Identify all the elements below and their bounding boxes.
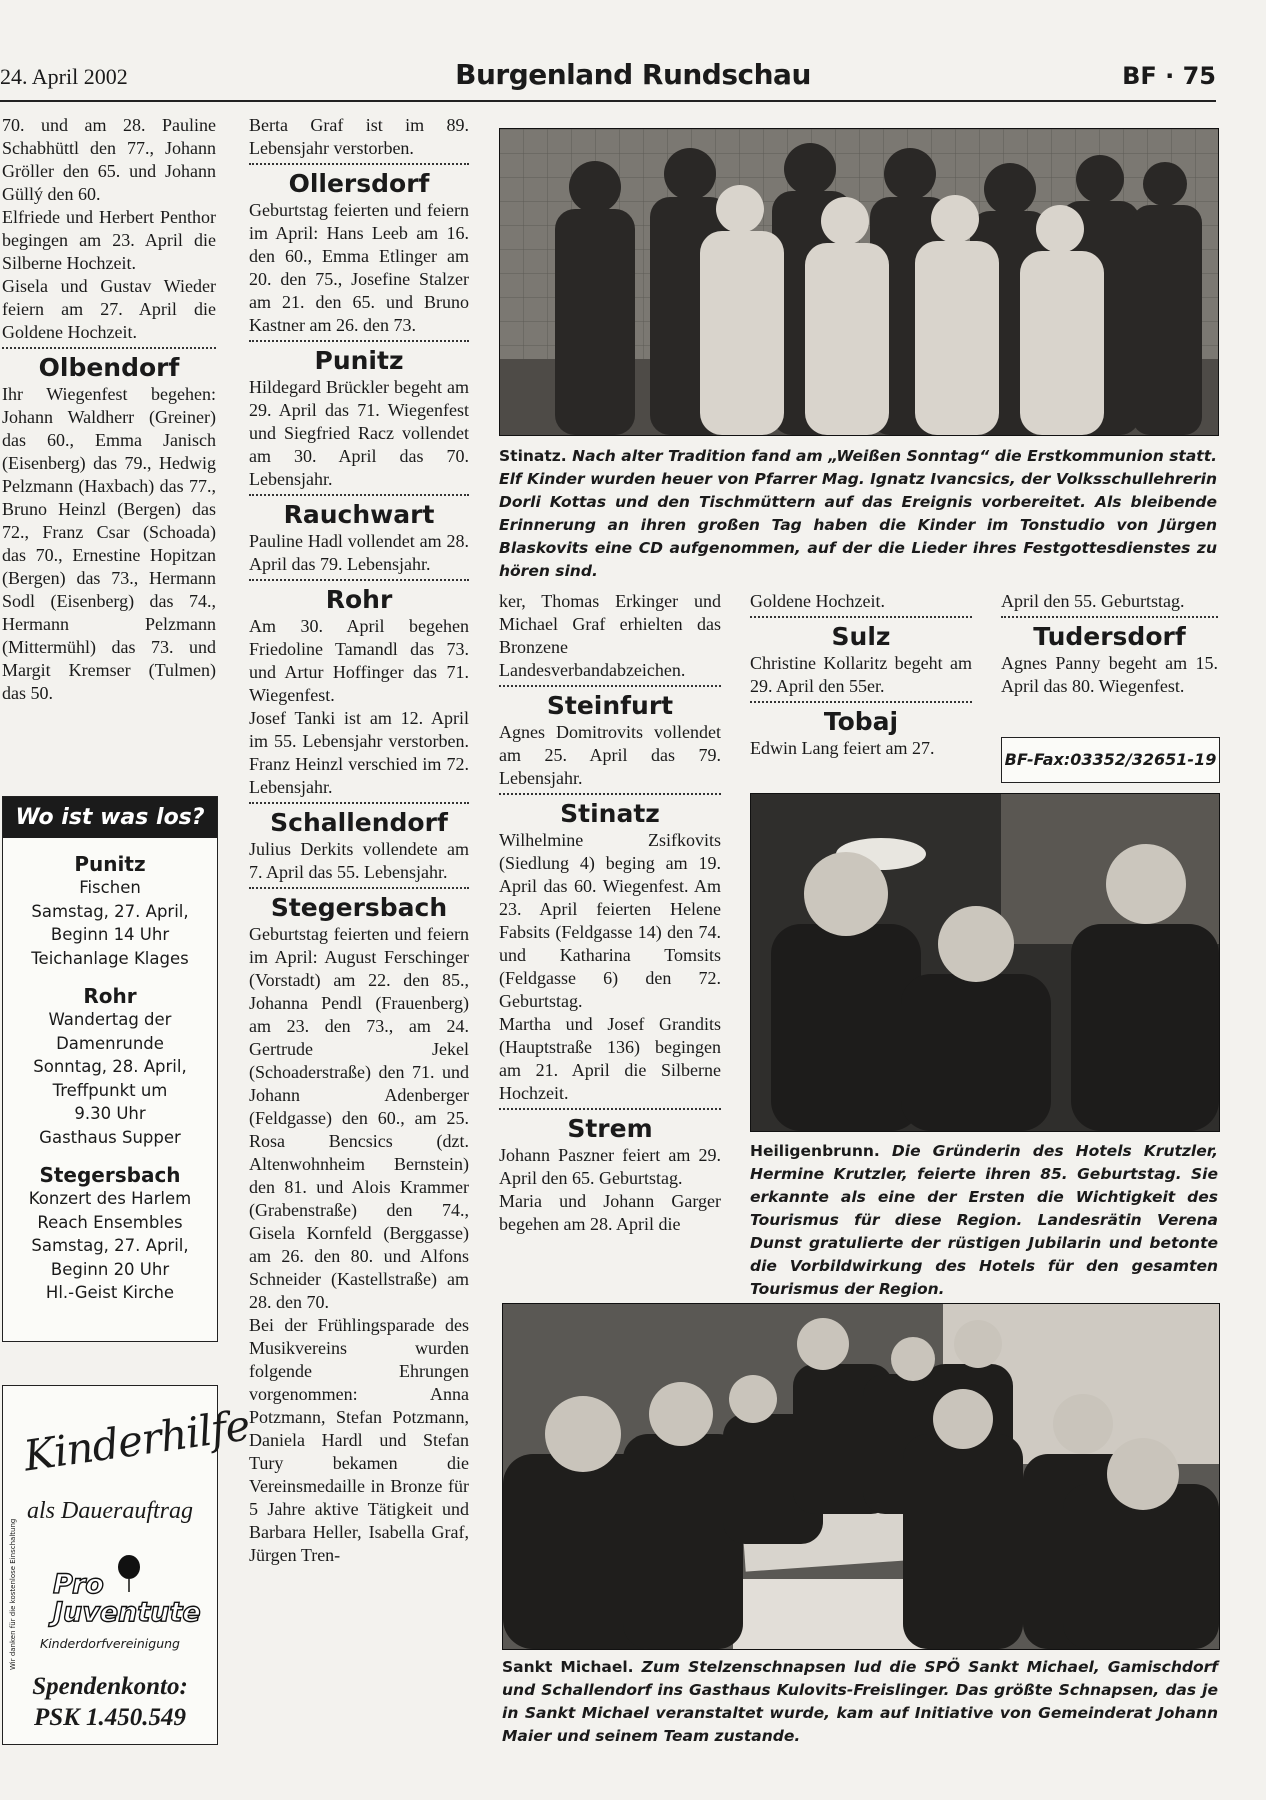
paragraph: Martha und Josef Grandits (Hauptstraße 136) begingen am 21. April die Silberne Hochzeit. [499,1014,721,1103]
ad-account-label: Spendenkonto: [32,1673,188,1700]
ad-account-number: PSK 1.450.549 [33,1704,187,1731]
paragraph: Maria und Johann Garger begehen am 28. April die [499,1191,721,1234]
header-rule [0,100,1216,102]
ad-vertical-note: Wir danken für die kostenlose Einschaltung [9,1518,17,1670]
event-place: Punitz [74,852,146,876]
paragraph: April den 55. Geburtstag. [1001,591,1185,611]
paragraph: Johann Paszner feiert am 29. April den 65. Geburtstag. [499,1145,721,1188]
section-title-rauchwart: Rauchwart [249,494,469,530]
caption-lead: Stinatz. [499,447,567,465]
paragraph: 70. und am 28. Pauline Schabhüttl den 77., Johann Gröller den 65. und Johann Güllý den 60. [2,115,216,204]
page-number: BF · 75 [1122,62,1216,90]
paragraph: Christine Kollaritz begeht am 29. April den 55er. [750,653,972,696]
caption-lead: Heiligenbrunn. [750,1142,880,1160]
caption-text: Die Gründerin des Hotels Krutzler, Hermine Krutzler, feierte ihren 85. Geburtstag. Sie erkannte als eine der Ersten die Wichtigkeit des Tourismus für diese Region. Landesrätin Verena Dunst gratulierte der rüstigen Jubilarin und betonte die Vorbildwirkung des Hotels für den gesamten Tourismus der Region. [750,1142,1218,1298]
event-line: Samstag, 27. April, [31,1236,189,1255]
event-line: Sonntag, 28. April, [33,1057,187,1076]
paragraph: Julius Derkits vollendete am 7. April das 55. Lebensjahr. [249,839,469,882]
photo-heiligenbrunn-image [751,794,1219,1131]
paragraph: Geburtstag feierten und feiern im April: Hans Leeb am 16. den 60., Emma Etlinger am 20. den 75., Josefine Stalzer am 21. den 65. und Bruno Kastner am 26. den 73. [249,200,469,335]
section-title-sulz: Sulz [750,616,972,652]
ad-brand-line: Pro [53,1569,104,1600]
paragraph: Pauline Hadl vollendet am 28. April das 79. Lebensjahr. [249,531,469,574]
event-line: Wandertag der [48,1010,172,1029]
paragraph: Wilhelmine Zsifkovits (Siedlung 4) beging am 19. April das 60. Wiegenfest. Am 23. April feierten Helene Fabsits (Feldgasse 14) den 74. und Katharina Tomsits (Feldgasse 6) den 72. Geburtstag. [499,830,721,1011]
section-title-olbendorf: Olbendorf [2,347,216,383]
paragraph: Berta Graf ist im 89. Lebensjahr verstorben. [249,115,469,158]
caption-lead: Sankt Michael. [502,1658,634,1676]
event-line: Teichanlage Klages [31,948,189,968]
paragraph: Edwin Lang feiert am 27. [750,738,935,758]
fax-box: BF-Fax:03352/32651-19 [1001,737,1220,783]
event-line: Gasthaus Supper [39,1127,181,1147]
event-line: Beginn 20 Uhr [50,1259,170,1279]
event-line: Samstag, 27. April, [31,901,189,921]
paragraph: Agnes Domitrovits vollendet am 25. April das 79. Lebensjahr. [499,722,721,788]
event-line: Hl.-Geist Kirche [45,1283,175,1302]
paragraph: Goldene Hochzeit. [750,591,885,611]
section-title-strem: Strem [499,1108,721,1144]
section-title-ollersdorf: Ollersdorf [249,163,469,199]
paragraph: ker, Thomas Erkinger und Michael Graf erhielten das Bronzene Landesverbandabzeichen. [499,591,721,680]
ad-brand-line: Juventute [53,1597,201,1628]
paragraph: Agnes Panny begeht am 15. April das 80. Wiegenfest. [1001,653,1218,696]
event-punitz [3,852,217,970]
section-title-rohr: Rohr [249,579,469,615]
column-5 [1001,590,1218,698]
paragraph: Hildegard Brückler begeht am 29. April das 71. Wiegenfest und Siegfried Racz vollendet am 30. April das 70. Lebensjahr. [249,377,469,489]
photo-stinatz-image [500,129,1218,435]
section-title-punitz: Punitz [249,340,469,376]
events-box [2,796,218,1342]
paragraph: Bei der Frühlingsparade des Musikvereins wurden folgende Ehrungen vorgenommen: Anna Potzmann, Stefan Potzmann, Daniela Hardl und Stefan Tury bekamen die Vereinsmedaille in Bronze für 5 Jahre aktive Tätigkeit und Barbara Heller, Isabella Graf, Jürgen Tren- [249,1315,469,1565]
paragraph: Geburtstag feierten und feiern im April: August Ferschinger (Vorstadt) am 22. den 85., Johanna Pendl (Frauenberg) am 23. den 73., am 24. Gertrude Jekel (Schoaderstraße) den 71. und Johann Adenberger (Feldgasse) den 60., am 25. Rosa Bencsics (dzt. Altenwohnheim Bernstein) den 81. und Alois Krammer (Grabenstraße) den 74., Gisela Kornfeld (Berggasse) am 26. den 80. und Alfons Schneider (Kastellstraße) am 28. den 70. [249,924,469,1312]
caption-stinatz [499,445,1217,583]
photo-heiligenbrunn [750,793,1220,1132]
section-title-tudersdorf: Tudersdorf [1001,616,1218,652]
caption-text: Nach alter Tradition fand am „Weißen Sonntag“ die Erstkommunion statt. Elf Kinder wurden heuer von Pfarrer Mag. Ignatz Ivancsics, der Volksschullehrerin Dorli Kottas und den Tischmüttern auf das Ereignis vorbereitet. Als bleibende Erinnerung an ihren großen Tag haben die Kinder im Tonstudio von Jürgen Blaskovits eine CD aufgenommen, auf der die Lieder ihres Festgottesdienstes zu hören sind. [499,447,1217,580]
event-line: Fischen [79,878,141,897]
ad-org: Kinderdorfvereinigung [40,1636,180,1651]
event-rohr [3,984,217,1149]
photo-sankt-michael-image [503,1304,1219,1649]
issue-date: 24. April 2002 [0,64,128,89]
ad-brand-logo [53,1571,201,1627]
events-box-title: Wo ist was los? [3,797,217,838]
event-stegersbach [3,1163,217,1305]
event-place: Rohr [83,984,137,1008]
column-1 [2,114,216,705]
paragraph: Elfriede und Herbert Penthor begingen am 23. April die Silberne Hochzeit. [2,207,216,273]
section-title-schallendorf: Schallendorf [249,802,469,838]
photo-sankt-michael [502,1303,1220,1650]
ad-subtitle: als Dauerauftrag [26,1498,193,1524]
section-title-tobaj: Tobaj [750,701,972,737]
newspaper-title: Burgenland Rundschau [455,58,811,91]
event-line: Konzert des Harlem [28,1189,192,1208]
event-line: Treffpunkt um [52,1080,168,1100]
event-line: Reach Ensembles [37,1212,183,1232]
section-title-stinatz: Stinatz [499,793,721,829]
ad-account [3,1671,217,1733]
caption-text: Zum Stelzenschnapsen lud die SPÖ Sankt Michael, Gamischdorf und Schallendorf ins Gasthaus Kulovits-Freislinger. Das größte Schnapsen, das je in Sankt Michael veranstaltet wurde, kam auf Initiative von Gemeinderat Johann Maier und seinem Team zustande. [502,1658,1218,1745]
ad-script-title: Kinderhilfe [20,1400,253,1481]
caption-heiligenbrunn [750,1140,1218,1301]
column-2 [249,114,469,1567]
paragraph: Am 30. April begehen Friedoline Tamandl das 73. und Artur Hoffinger das 71. Wiegenfest. [249,616,469,705]
paragraph: Gisela und Gustav Wieder feiern am 27. April die Goldene Hochzeit. [2,276,216,342]
caption-sankt-michael [502,1656,1218,1748]
column-3 [499,590,721,1236]
event-line: Damenrunde [56,1033,164,1053]
pro-juventute-ad [2,1385,253,1745]
event-place: Stegersbach [39,1163,181,1187]
section-title-steinfurt: Steinfurt [499,685,721,721]
event-line: Beginn 14 Uhr [50,925,170,944]
event-line: 9.30 Uhr [74,1104,146,1123]
section-title-stegersbach: Stegersbach [249,887,469,923]
column-4 [750,590,972,760]
paragraph: Ihr Wiegenfest begehen: Johann Waldherr (Greiner) das 60., Emma Janisch (Eisenberg) das 79., Hedwig Pelzmann (Haxbach) das 77., Bruno Heinzl (Bergen) das 72., Franz Csar (Schoada) das 70., Ernestine Hopitzan (Bergen) das 73., Hermann Sodl (Eisenberg) das 74., Hermann Pelzmann (Mittermühl) das 73. und Margit Kremser (Tulmen) das 50. [2,384,216,703]
photo-stinatz-children [499,128,1219,436]
paragraph: Josef Tanki ist am 12. April im 55. Lebensjahr verstorben. Franz Heinzl verschied im 72. Lebensjahr. [249,708,469,797]
